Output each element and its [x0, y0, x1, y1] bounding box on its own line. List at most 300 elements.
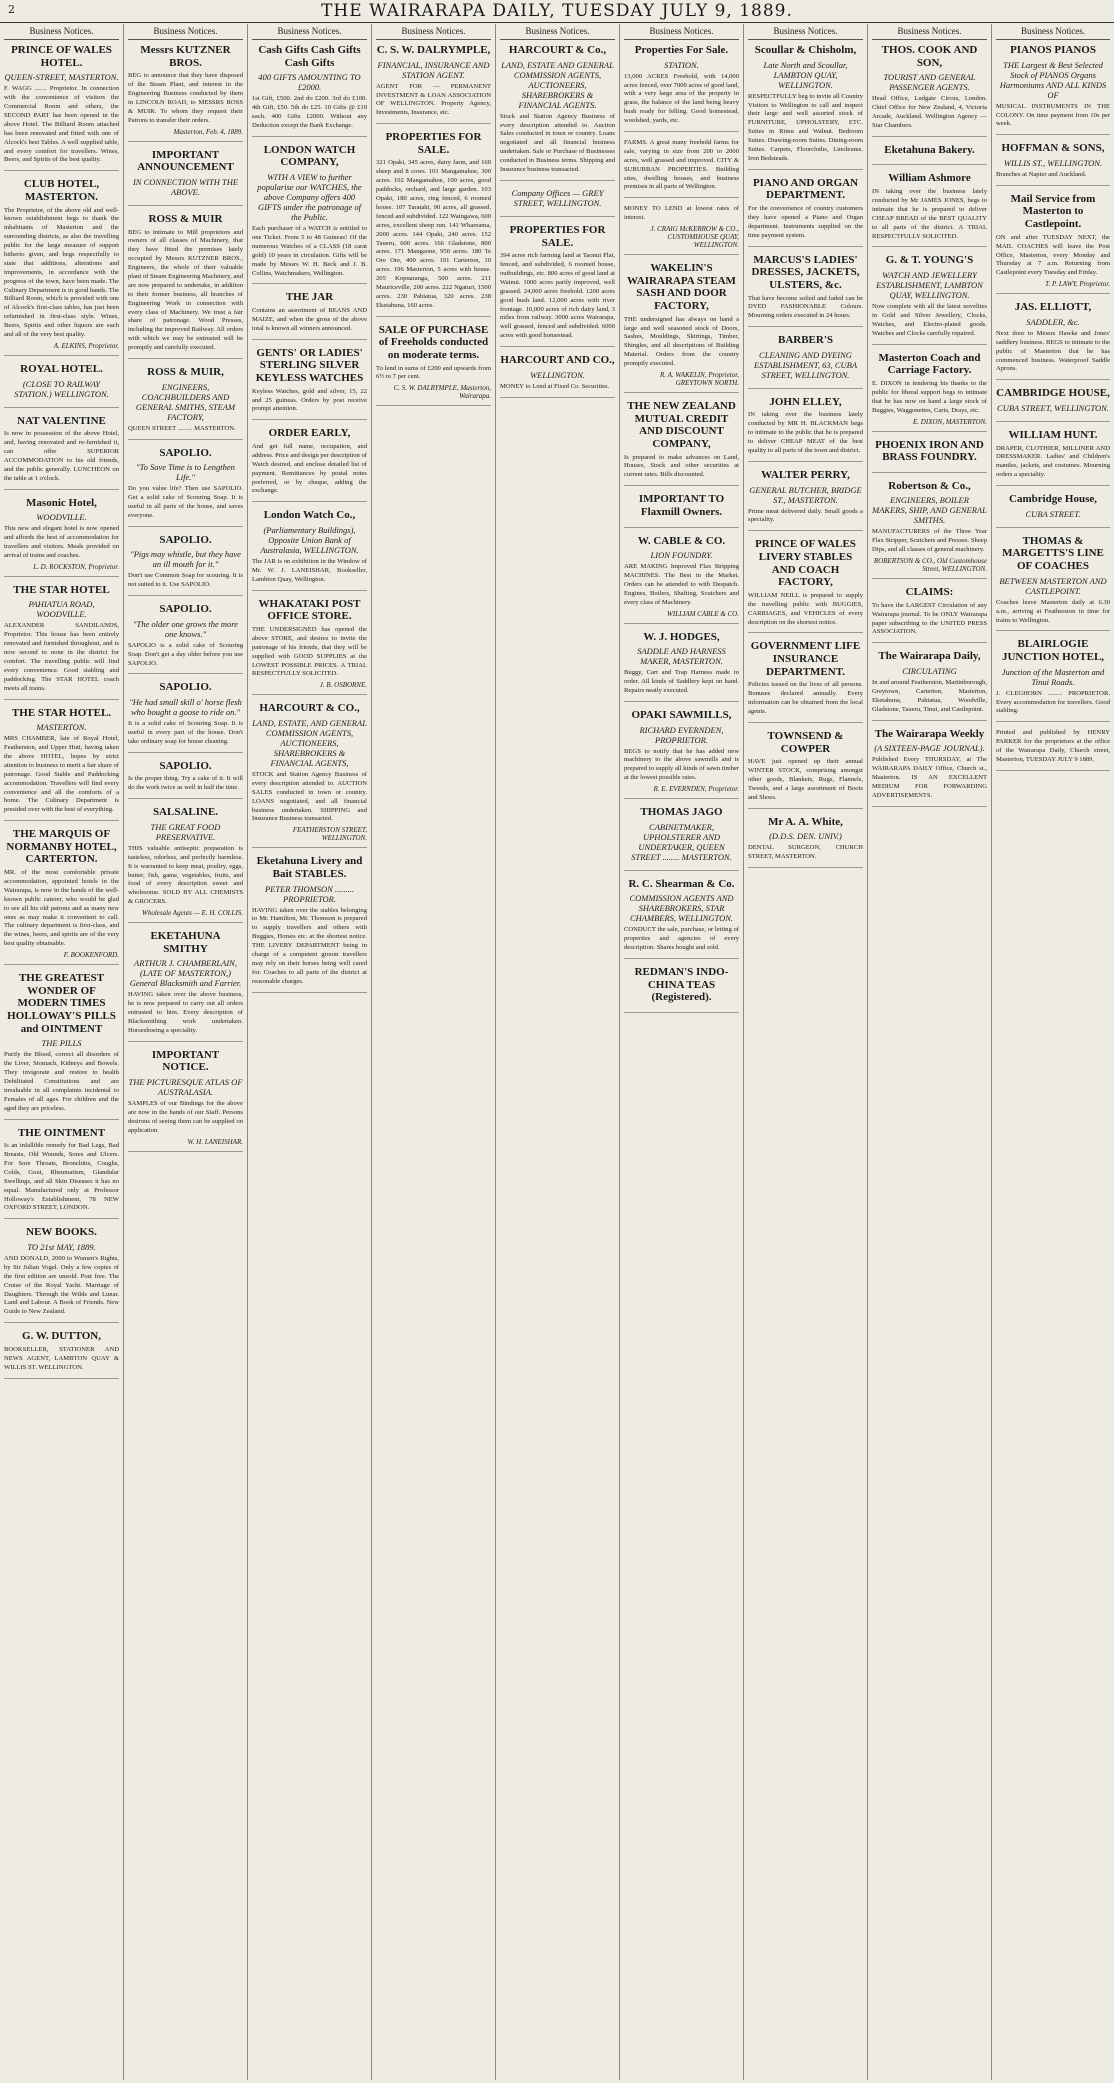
- ad-heading: LONDON WATCH COMPANY,: [263, 143, 356, 169]
- ad-body: ALEXANDER SANDILANDS, Proprietor. This house has been entirely renovated and furnished throughout, and is now second to none in the district for comfort. The travelling public will find every convenience. Good stabling and paddocking. The STAR HOTEL coach meets all trains.: [4, 622, 119, 692]
- ad-body: THE UNDERSIGNED has opened the above STORE, and desires to invite the patronage of his friends, that they will be supplied with GOOD SUPPLIES at the LOWEST POSSIBLE PRICES. A TRIAL RESPECTFULLY SOLICITED.: [252, 625, 367, 678]
- advertisement: [500, 224, 615, 347]
- advertisement: [996, 729, 1110, 771]
- ad-heading: OPAKI SAWMILLS,: [631, 708, 732, 721]
- column-2: [124, 24, 248, 2080]
- advertisement: [4, 415, 119, 490]
- ad-body: E. DIXON in tendering his thanks to the public for liberal support begs to intimate that he has now on hand a large stock of Buggies, Waggonettes, Carts, Drays, etc.: [872, 379, 987, 414]
- advertisement: [996, 193, 1110, 294]
- ad-signature: T. P. LAWY, Proprietor.: [1045, 280, 1110, 289]
- ad-body: DRAPER, CLOTHIER, MILLINER AND DRESSMAKER. Ladies' and Children's mantles, jackets, and costumes. Mourning orders a speciality.: [996, 444, 1110, 479]
- ad-heading: PHOENIX IRON AND BRASS FOUNDRY.: [875, 438, 984, 464]
- column-header: Business Notices.: [996, 24, 1110, 40]
- ad-subheading: (A SIXTEEN-PAGE JOURNAL).: [874, 743, 985, 754]
- ad-heading: NAT VALENTINE: [17, 414, 106, 427]
- ad-heading: G. W. DUTTON,: [22, 1330, 101, 1343]
- ad-subheading: "To Save Time is to Lengthen Life.": [136, 462, 235, 483]
- ad-body: For the convenience of country customers they have opened a Piano and Organ department. Instruments supplied on the time payment system.: [748, 205, 863, 239]
- ad-subheading: WOODVILLE.: [36, 512, 87, 523]
- ad-body: IN taking over the business lately conducted by Mr JAMES JONES, begs to intimate that he is prepared to deliver CHEAP BREAD of the BEST QUALITY to all parts of the district. A TRIAL RESPECTFULLY SOLICITED.: [872, 188, 987, 240]
- column-8: [868, 24, 992, 2080]
- ad-body: Coaches leave Masterton daily at 6.30 a.m., arriving at Featherston in time for trains to Wellington.: [996, 598, 1110, 624]
- ad-body: Now complete with all the latest novelties in Gold and Silver Jewellery, Clocks, Watches, and Electro-plated goods. Watches and Clocks carefully repaired.: [872, 303, 987, 337]
- ad-heading: TOWNSEND & COWPER: [767, 729, 844, 755]
- ad-signature: ROBERTSON & CO., Old Customhouse Street, WELLINGTON.: [873, 557, 987, 574]
- column-header: Business Notices.: [500, 24, 615, 40]
- column-7: [744, 24, 868, 2080]
- advertisement: [4, 44, 119, 171]
- ad-subheading: CUBA STREET.: [1025, 508, 1081, 519]
- ad-heading: PIANOS PIANOS: [1010, 44, 1096, 56]
- ad-body: MUSICAL INSTRUMENTS IN THE COLONY. On time payment from 10s per week.: [996, 102, 1110, 128]
- ad-signature: Masterton, Feb. 4, 1889.: [173, 127, 243, 136]
- ad-subheading: TO 21st MAY, 1889.: [27, 1241, 96, 1252]
- advertisement: [624, 262, 739, 393]
- ad-subheading: PAHIATUA ROAD, WOODVILLE.: [28, 599, 95, 620]
- column-1: [0, 24, 124, 2080]
- ad-heading: MARCUS'S LADIES' DRESSES, JACKETS, ULSTERS, &c.: [751, 253, 860, 291]
- ad-heading: SAPOLIO.: [159, 603, 212, 616]
- advertisement: [624, 966, 739, 1013]
- ad-body: This new and elegant hotel is now opened and affords the best of accommodation for travellers and visitors. Meals provided on arrival of trains and coaches.: [4, 525, 119, 559]
- ad-signature: F. BOOKENFORD.: [63, 951, 119, 960]
- advertisement: [872, 728, 987, 807]
- ad-subheading: IN CONNECTION WITH THE ABOVE.: [132, 176, 239, 197]
- ad-heading: BLAIRLOGIE JUNCTION HOTEL,: [1001, 638, 1105, 664]
- ad-subheading: PETER THOMSON ......... PROPRIETOR.: [264, 883, 354, 904]
- advertisement: [872, 172, 987, 247]
- advertisement: [376, 44, 491, 124]
- advertisement: [252, 347, 367, 421]
- ad-heading: WALTER PERRY,: [761, 468, 850, 481]
- ad-signature: R. A. WAKELIN, Proprietor, GREYTOWN NORTH.: [659, 371, 739, 388]
- ad-body: Purify the Blood, correct all disorders of the Liver, Stomach, Kidneys and Bowels. They invigorate and restore to health Debilitated Constitutions and are invaluable in all complaints incidental to Females of all ages. For children and the aged they are priceless.: [4, 1051, 119, 1112]
- column-5: [496, 24, 620, 2080]
- advertisement: [996, 493, 1110, 528]
- advertisement: [128, 1049, 243, 1152]
- advertisement: [748, 469, 863, 531]
- advertisement: [500, 44, 615, 181]
- ad-signature: L. D. ROCKSTON, Proprietor.: [33, 562, 119, 571]
- ad-heading: Messrs KUTZNER BROS.: [140, 44, 231, 69]
- ad-subheading: MASTERTON.: [36, 722, 87, 733]
- ad-heading: SAPOLIO.: [159, 533, 212, 546]
- advertisement: [128, 149, 243, 206]
- ad-heading: SALSALINE.: [152, 806, 219, 819]
- ad-body: Next door to Messrs Hawke and Jones' saddlery business. BEGS to intimate to the public of Masterton that he has commenced business. Waterproof Saddle Aprons.: [996, 329, 1110, 373]
- ad-body: SAMPLES of our Bindings for the above are now in the hands of our Staff. Persons desirous of seeing them can be supplied on application.: [128, 1100, 243, 1134]
- ad-body: 13,000 ACRES Freehold, with 14,000 acres fenced, over 7000 acres of good land, with a very large area of the property in grass, the balance of the land being heavy bush ready for felling. Good homestead, woolshed, yards, etc.: [624, 72, 739, 125]
- ad-body: MONEY TO LEND at lowest rates of interest.: [624, 205, 739, 222]
- advertisement: [624, 806, 739, 871]
- ad-heading: JOHN ELLEY,: [769, 395, 842, 408]
- ad-heading: THE STAR HOTEL: [13, 583, 110, 596]
- advertisement: [748, 640, 863, 722]
- ad-heading: SALE OF PURCHASE of Freeholds conducted on moderate terms.: [378, 323, 489, 361]
- ad-heading: NEW BOOKS.: [26, 1226, 97, 1239]
- ad-body: Keyless Watches, gold and silver, 15, 22 and 25 guineas. Orders by post receive prompt attention.: [252, 387, 367, 413]
- advertisement: [252, 855, 367, 992]
- ad-subheading: CUBA STREET, WELLINGTON.: [997, 402, 1109, 413]
- ad-body: HAVING taken over the above business, he is now prepared to carry out all orders entrusted to him. Every description of Blacksmithing work undertaken. Horseshoeing a speciality.: [128, 991, 243, 1034]
- advertisement: [128, 213, 243, 359]
- ad-subheading: WATCH AND JEWELLERY ESTABLISHMENT, LAMBTON QUAY, WELLINGTON.: [876, 270, 983, 301]
- ad-subheading: Late North and Scoullar, LAMBTON QUAY, WELLINGTON.: [763, 59, 848, 90]
- advertisement: [748, 730, 863, 809]
- ad-heading: IMPORTANT TO Flaxmill Owners.: [638, 493, 725, 518]
- ad-subheading: (Parliamentary Buildings), Opposite Union Bank of Australasia, WELLINGTON.: [260, 525, 359, 555]
- advertisement: [624, 493, 739, 527]
- ad-heading: JAS. ELLIOTT,: [1014, 301, 1092, 314]
- ad-body: FARMS. A great many freehold farms for sale, varying in size from 200 to 2000 acres, well grassed and improved. CITY & SUBURBAN PROPERTIES. Building sites, dwelling houses, and business premises in all parts of Wellington.: [624, 138, 739, 191]
- column-header: Business Notices.: [872, 24, 987, 40]
- advertisement: [252, 291, 367, 339]
- advertisement: [252, 598, 367, 696]
- ad-heading: THE MARQUIS OF NORMANBY HOTEL, CARTERTON.: [6, 828, 117, 866]
- advertisement: [872, 254, 987, 344]
- ad-heading: W. J. HODGES,: [643, 630, 720, 643]
- advertisement: [872, 480, 987, 579]
- masthead: [0, 0, 1114, 23]
- ad-heading: ROYAL HOTEL.: [20, 362, 103, 375]
- advertisement: [624, 400, 739, 486]
- ad-heading: Scoullar & Chisholm,: [754, 44, 857, 56]
- ad-heading: GENTS' OR LADIES' STERLING SILVER KEYLESS WATCHES: [255, 346, 364, 385]
- ad-subheading: CLEANING AND DYEING ESTABLISHMENT, 63, CUBA STREET, WELLINGTON.: [753, 349, 858, 380]
- ad-body: 321 Opaki, 345 acres, dairy farm, and 160 sheep and 8 cows. 101 Mangamahoe, 300 acres. 102 Mangamahoe, 100 acres, good paddocks, orchard, and large garden. 103 Opaki, 180 acres, ring fenced, 6 roomed house. 107 Taratahi, 90 acres, all grassed, fenced and subdivided. 122 Waingawa, 600 acres, excellent sheep run. 141 Whareama, 2000 acres. 144 Opaki, 240 acres. 152 Taueru, 600 acres. 166 Gladstone, 800 acres. 171 Mangaone, 950 acres. 180 Te Ore Ore, 400 acres. 191 Carterton, 10 acres. 196 Masterton, 5 acres with house. 205 Kopuaranga, 500 acres. 211 Mauriceville, 200 acres. 222 Ngaturi, 1500 acres. 230 Pahiatua, 320 acres. 238 Eketahuna, 160 acres.: [376, 159, 491, 309]
- advertisement: [252, 427, 367, 502]
- ad-heading: IMPORTANT ANNOUNCEMENT: [137, 148, 234, 174]
- ad-body: RESPECTFULLY beg to invite all Country Visitors to Wellington to call and inspect their large and well assorted stock of FURNITURE, UPHOLSTERY, ETC. Suites in Rimu and Walnut. Bedroom Suites. Drawing-room Suites. Dining-room Suites. Carpets, Floorcloths, Linoleums. Iron Bedsteads.: [748, 92, 863, 162]
- ad-subheading: ARTHUR J. CHAMBERLAIN, (LATE OF MASTERTON,) General Blacksmith and Farrier.: [129, 958, 242, 989]
- advertisement: [252, 144, 367, 285]
- ad-heading: Eketahuna Livery and Bait STABLES.: [256, 855, 363, 880]
- ad-body: The JAR is on exhibition in the Window of Mr. W. J. LANEISHAR, Bookseller, Lambton Quay, Wellington.: [252, 558, 367, 583]
- ad-columns: [0, 24, 1114, 2080]
- column-header: Business Notices.: [128, 24, 243, 40]
- advertisement: [872, 44, 987, 137]
- ad-signature: WILLIAM CABLE & CO.: [667, 609, 739, 618]
- ad-heading: PIANO AND ORGAN DEPARTMENT.: [752, 176, 859, 202]
- advertisement: [624, 535, 739, 624]
- advertisement: [4, 1226, 119, 1323]
- ad-subheading: "He had small skill o' horse flesh who bought a goose to ride on.": [129, 697, 242, 718]
- advertisement: [624, 44, 739, 132]
- advertisement: [748, 396, 863, 462]
- ad-subheading: LION FOUNDRY.: [650, 550, 713, 561]
- ad-body: THIS valuable antiseptic preparation is tasteless, odorless, and perfectly harmless. It is warranted to keep meat, poultry, eggs, butter, fish, game, vegetables, fruits, and food of every description sweet and wholesome. SOLD BY ALL CHEMISTS & GROCERS.: [128, 844, 243, 906]
- ad-subheading: "The older one grows the more one knows.": [132, 618, 239, 639]
- ad-subheading: (D.D.S. DEN. UNIV.): [769, 831, 842, 842]
- advertisement: [4, 1127, 119, 1220]
- ad-heading: PRINCE OF WALES LIVERY STABLES AND COACH FACTORY,: [755, 538, 856, 589]
- ad-heading: HARCOURT AND CO.,: [500, 354, 615, 367]
- advertisement: [996, 301, 1110, 380]
- ad-heading: William Ashmore: [888, 172, 971, 185]
- advertisement: [252, 702, 367, 848]
- advertisement: [128, 447, 243, 527]
- ad-body: To lend in sums of £200 and upwards from 6½ to 7 per cent.: [376, 364, 491, 381]
- advertisement: [624, 878, 739, 959]
- ad-body: 1st Gift, £500. 2nd do £200. 3rd do £100. 4th Gift, £50. 5th do £25. 10 Gifts @ £10 each. 400 Gifts £2000. Without any Deduction except the Bank Exchange.: [252, 95, 367, 129]
- advertisement: [376, 131, 491, 316]
- advertisement: [996, 535, 1110, 632]
- ad-body: J. CLEGHORN ......... PROPRIETOR. Every accommodation for travellers. Good stabling.: [996, 689, 1110, 715]
- ad-body: Head Office, Ludgate Circus, London. Chief Office for New Zealand, 4, Victoria Arcade, Auckland. Wellington Agency — Star Chambers.: [872, 95, 987, 129]
- ad-subheading: BETWEEN MASTERTON AND CASTLEPOINT.: [999, 575, 1107, 596]
- ad-heading: THE NEW ZEALAND MUTUAL CREDIT AND DISCOUNT COMPANY,: [627, 400, 736, 450]
- advertisement: [748, 254, 863, 328]
- ad-body: MANUFACTURERS of the Three Year Flax Stripper, Scutchers and Presses. Sheep Dips, and all classes of general machinery.: [872, 528, 987, 554]
- ad-signature: R. E. EVERNDEN, Proprietor.: [653, 785, 739, 794]
- ad-heading: GOVERNMENT LIFE INSURANCE DEPARTMENT.: [750, 640, 861, 678]
- ad-signature: C. S. W. DALRYMPLE, Masterton, Wairarapa.: [393, 384, 491, 401]
- column-6: [620, 24, 744, 2080]
- ad-body: 394 acres rich farming land at Taonui Flat, fenced, and subdivided, 6 roomed house, outbuildings, etc. 800 acres of good land at Wainui. 1000 acres partly improved, well grassed. 24,000 acres freehold. 1200 acres good bush land. 12,000 acres with river frontage. 10,000 acres of rich dairy land, 3 miles from railway. 3000 acres Wairarapa, well grassed, fenced and subdivided. 6000 acres with good homestead.: [500, 252, 615, 340]
- advertisement: [128, 760, 243, 799]
- ad-heading: Masonic Hotel,: [26, 496, 97, 509]
- ad-heading: THE OINTMENT: [17, 1126, 106, 1139]
- ad-heading: CLAIMS:: [905, 586, 954, 599]
- ad-body: Policies issued on the lives of all persons. Bonuses declared annually. Every information can be obtained from the local agents.: [748, 681, 863, 716]
- column-9: [992, 24, 1114, 2080]
- ad-signature: J. CRAIG McKERROW & CO., CUSTOMHOUSE QUAY, WELLINGTON.: [650, 225, 739, 250]
- ad-body: In and around Featherston, Martinborough, Greytown, Carterton, Masterton, Eketahuna, Pahiatua, Woodville, Gladstone, Taueru, Tinui, and Castlepoint.: [872, 678, 987, 713]
- ad-heading: ORDER EARLY,: [268, 427, 351, 440]
- ad-heading: IMPORTANT NOTICE.: [151, 1048, 220, 1074]
- ad-body: STOCK and Station Agency Business of every description attended to. AUCTION SALES conducted in town or country. LOANS negotiated, and all financial business undertaken. SHIPPING and Insurance Business transacted.: [252, 770, 367, 823]
- ad-heading: WAKELIN'S WAIRARAPA STEAM SASH AND DOOR FACTORY,: [627, 262, 736, 313]
- ad-heading: Properties For Sale.: [634, 44, 729, 56]
- ad-heading: London Watch Co.,: [263, 509, 356, 522]
- ad-heading: Mr A. A. White,: [768, 815, 843, 828]
- ad-body: Prime meat delivered daily. Small goods a speciality.: [748, 507, 863, 524]
- advertisement: [128, 44, 243, 142]
- ad-body: WILLIAM NEILL is prepared to supply the travelling public with BUGGIES, CARRIAGES, and VEHICLES of every description on the shortest notice.: [748, 591, 863, 626]
- ad-subheading: THE GREAT FOOD PRESERVATIVE.: [150, 821, 221, 842]
- ad-subheading: THE PICTURESQUE ATLAS OF AUSTRALASIA.: [128, 1077, 243, 1098]
- ad-heading: The Wairarapa Weekly: [874, 727, 985, 740]
- ad-body: The Proprietor, of the above old and well-known establishment begs to thank the inhabitants of Masterton and the surrounding districts, as also the travelling public for the large measure of support hitherto given, and begs respectfully to state that additions, alterations and improvements, in accordance with the progress of the town, have been made. The Culinary Department is in good hands. The Billiard Room, which is provided with one of Alcock's first-class tables, has just been refurnished in first-class style. Wines, Beers, Spirits and other liquors are each and all of the very best quality.: [4, 206, 119, 339]
- advertisement: [872, 439, 987, 473]
- ad-body: It is a solid cake of Scouring Soap. It is useful in every part of the house. Don't take ordinary soap for house cleaning.: [128, 720, 243, 745]
- ad-body: Is an infallible remedy for Bad Legs, Bad Breasts, Old Wounds, Sores and Ulcers. For Sore Throats, Bronchitis, Coughs, Colds, Gout, Rheumatism, Glandular Swellings, and all Skin Diseases it has no equal. Manufactured only at Professor Holloway's Establishment, 78 NEW OXFORD STREET, LONDON.: [4, 1142, 119, 1212]
- ad-heading: CLUB HOTEL, MASTERTON.: [23, 178, 100, 203]
- ad-subheading: CABINETMAKER, UPHOLSTERER AND UNDERTAKER, QUEEN STREET ........ MASTERTON.: [631, 821, 732, 862]
- ad-heading: HOFFMAN & SONS,: [1001, 142, 1105, 155]
- ad-heading: PROPERTIES FOR SALE.: [509, 223, 606, 249]
- ad-signature: A. ELKINS, Proprietor.: [53, 341, 119, 350]
- column-header: Business Notices.: [252, 24, 367, 40]
- advertisement: [376, 324, 491, 407]
- advertisement: [128, 681, 243, 752]
- ad-subheading: QUEEN-STREET, MASTERTON.: [4, 72, 119, 83]
- ad-body: THE undersigned has always on hand a large and well seasoned stock of Doors, Sashes, Mouldings, Skirtings, Timber, Shingles, and all descriptions of Building Material. Orders from the country promptly executed.: [624, 315, 739, 368]
- ad-heading: Cambridge House,: [1009, 493, 1097, 506]
- ad-body: SAPOLIO is a solid cake of Scouring Soap. Don't get a day older before you use SAPOLIO.: [128, 641, 243, 667]
- ad-heading: BARBER'S: [777, 334, 834, 347]
- page-number: 2: [8, 3, 15, 16]
- ad-body: MRS CHAMBER, late of Royal Hotel, Featherston, and Upper Hutt, having taken the above HOTEL, hopes by strict attention to business to merit a fair share of patronage. Good Stable and Paddocking accommodation. Travellers will find every convenience and all the comforts of a home. The Culinary Department is presided over with the best of everything.: [4, 735, 119, 814]
- ad-heading: Cash Gifts Cash Gifts Cash Gifts: [258, 44, 361, 69]
- ad-subheading: THE PILLS: [41, 1038, 82, 1049]
- advertisement: [128, 534, 243, 596]
- advertisement: [4, 363, 119, 408]
- ad-heading: SAPOLIO.: [159, 681, 212, 694]
- ad-subheading: LAND, ESTATE, AND GENERAL COMMISSION AGENTS, AUCTIONEERS, SHAREBROKERS & FINANCIAL AGENTS,: [252, 717, 367, 768]
- advertisement: [500, 188, 615, 217]
- ad-subheading: ENGINEERS, BOILER MAKERS, SHIP, AND GENERAL SMITHS.: [872, 495, 987, 526]
- ad-body: Printed and published by HENRY PARKER for the proprietors at the office of the Wairarapa Daily, Church street, Masterton, TUESDAY JULY 9 1889.: [996, 729, 1110, 764]
- ad-body: ON and after TUESDAY NEXT, the MAIL COACHES will leave the Post Office, Masterton, every Monday and Thursday at 7 a.m. Returning from Castlepoint every Tuesday and Friday.: [996, 233, 1110, 277]
- ad-heading: THOMAS JAGO: [640, 806, 723, 819]
- column-header: Business Notices.: [4, 24, 119, 40]
- ad-body: Stock and Station Agency Business of every description attended to. Auction Sales conducted in town or country. Loans negotiated and all financial business undertaken. Sale or Purchase of Businesses conducted in Business terms. Shipping and Insurance business transacted.: [500, 112, 615, 173]
- ad-subheading: RICHARD EVERNDEN, PROPRIETOR.: [639, 724, 724, 745]
- ad-heading: THE JAR: [285, 291, 334, 304]
- ad-body: HAVING taken over the stables belonging to Mr. Hamilton, Mr. Thomson is prepared to supply travellers and others with Buggies, Horses etc. at the shortest notice. THE LIVERY DEPARTMENT being in charge of a competent groom travellers may rely on their horses being well cared for. Coaches to all parts of the district at reasonable charges.: [252, 906, 367, 985]
- advertisement: [872, 352, 987, 432]
- advertisement: [996, 387, 1110, 422]
- ad-subheading: Company Offices — GREY STREET, WELLINGTON.: [511, 187, 604, 208]
- advertisement: [624, 631, 739, 702]
- ad-subheading: COMMISSION AGENTS AND SHAREBROKERS, STAR CHAMBERS, WELLINGTON.: [629, 893, 734, 924]
- ad-body: BEGS to notify that he has added new machinery to the above sawmills and is prepared to supply all kinds of sawn timber at the lowest possible rates.: [624, 747, 739, 782]
- advertisement: [748, 816, 863, 868]
- ad-subheading: FINANCIAL, INSURANCE AND STATION AGENT.: [377, 59, 490, 80]
- column-header: Business Notices.: [624, 24, 739, 40]
- advertisement: [4, 707, 119, 822]
- ad-body: BEG to announce that they have disposed of the Steam Plant, and interest in the Engineering Business conducted by them in LINCOLN ROAD, to MESSRS ROSS & MUIR. To whom they request their Patrons to transfer their orders.: [128, 72, 243, 124]
- advertisement: [996, 429, 1110, 486]
- ad-heading: C. S. W. DALRYMPLE,: [376, 44, 491, 56]
- ad-body: BEG to intimate to Mill proprietors and owners of all classes of Machinery, that they have fitted the premises lately occupied by Messrs KUTZNER BROS., Engineers, the whole of their valuable plant of Steam Engineering Machinery, and are now prepared to undertake, in addition to their former business, all branches of Engineering Work in connection with every class of Machinery. We trust a fair share of patronage. Wood Presses, including the improved Railway. All orders with which we may be entrusted will be promptly and carefully executed.: [128, 228, 243, 352]
- advertisement: [4, 972, 119, 1119]
- advertisement: [748, 44, 863, 170]
- advertisement: [4, 178, 119, 356]
- ad-body: AND DONALD, 2000 to Women's Rights, by Sir Julian Vogel. Only a few copies of the first edition are unsold. Post free. The Cruise of the Royal Yacht. Marriage of Daughters. Through the Wilds and Lunar. Land and Labour. A Book of Friends. New Guide to New Zealand.: [4, 1254, 119, 1316]
- advertisement: [996, 142, 1110, 186]
- advertisement: [128, 806, 243, 923]
- advertisement: [748, 177, 863, 247]
- advertisement: [128, 366, 243, 440]
- ad-subheading: Junction of the Masterton and Tinui Roads.: [1001, 666, 1105, 687]
- advertisement: [748, 334, 863, 389]
- ad-heading: THOMAS & MARGETTS'S LINE OF COACHES: [1002, 534, 1104, 573]
- ad-subheading: STATION.: [664, 59, 699, 70]
- ad-body: MR. of the most comfortable private accommodation, appointed hotels in the Wairarapa, is now in the hands of the well-known public caterer, who would be glad to see all his old patrons and as many new ones as may make it convenient to call. The culinary department is first-class, and the wines, beers, and spirits are of the very best quality obtainable.: [4, 869, 119, 948]
- ad-body: HAVE just opened up their annual WINTER STOCK, comprising amongst other goods, Blankets, Rugs, Flannels, Tweeds, and a large assortment of Boots and Shoes.: [748, 758, 863, 801]
- ad-signature: E. DIXON, MASTERTON.: [913, 417, 987, 426]
- advertisement: [4, 1330, 119, 1378]
- ad-signature: J. B. OSBORNE.: [319, 681, 367, 690]
- ad-subheading: TOURIST AND GENERAL PASSENGER AGENTS.: [883, 72, 976, 93]
- advertisement: [4, 584, 119, 700]
- advertisement: [624, 709, 739, 799]
- ad-heading: THE STAR HOTEL.: [11, 706, 112, 719]
- ad-heading: THOS. COOK AND SON,: [881, 44, 978, 69]
- ad-body: Do you value life? Then use SAPOLIO. Get a solid cake of Scouring Soap. It is useful in all parts of the house, and saves everyone.: [128, 485, 243, 519]
- ad-heading: The Wairarapa Daily,: [878, 650, 981, 663]
- ad-heading: ROSS & MUIR,: [147, 366, 224, 379]
- advertisement: [500, 354, 615, 398]
- ad-subheading: SADDLE AND HARNESS MAKER, MASTERTON.: [637, 646, 726, 667]
- advertisement: [996, 44, 1110, 135]
- ad-body: Each purchaser of a WATCH is entitled to one Ticket. From 5 to 48 Guineas! Of the numerous Watches of a CLASS (18 carat gold) 10 years in circulation. Gifts will be made by Messrs W. H. Beck and J. B. Collins, Watchmakers, Wellington.: [252, 225, 367, 277]
- ad-heading: CAMBRIDGE HOUSE,: [996, 387, 1110, 400]
- advertisement: [624, 205, 739, 255]
- ad-heading: R. C. Shearman & Co.: [628, 877, 735, 890]
- ad-signature: Wholesale Agents — E. H. COLLIS.: [142, 909, 243, 918]
- ad-heading: PRINCE OF WALES HOTEL.: [11, 44, 112, 69]
- advertisement: [252, 509, 367, 590]
- newspaper-title: THE WAIRARAPA DAILY, TUESDAY JULY 9, 1889.: [321, 1, 793, 21]
- ad-body: Is prepared to make advances on Land, Houses, Stock and other securities at current rates. Bills discounted.: [624, 453, 739, 479]
- ad-body: Published Every THURSDAY, at The WAIRARAPA DAILY Office, Church st., Masterton. IS AN EXCELLENT MEDIUM FOR FORWARDING ADVERTISEMENTS.: [872, 756, 987, 799]
- ad-heading: PROPERTIES FOR SALE.: [385, 131, 482, 156]
- advertisement: [872, 586, 987, 643]
- ad-body: BOOKSELLER, STATIONER AND NEWS AGENT, LAMBTON QUAY & WILLIS ST. WELLINGTON.: [4, 1345, 119, 1371]
- ad-subheading: LAND, ESTATE AND GENERAL COMMISSION AGENTS, AUCTIONEERS, SHAREBROKERS & FINANCIAL AGENTS.: [501, 59, 614, 110]
- ad-heading: G. & T. YOUNG'S: [885, 254, 974, 267]
- ad-body: IN taking over the business lately conducted by MR H. BLACKMAN begs to intimate to the public that he is prepared to deliver CHEAP MEAT of the best quality to all parts of the town and district.: [748, 411, 863, 455]
- ad-subheading: WELLINGTON.: [530, 369, 585, 380]
- ad-body: And get full name, occupation, and address. Price and design per description of Watch desired, and enclose detailed list of payment. Remittances by postal notes preferred, or by cheque, adding the exchange.: [252, 443, 367, 495]
- ad-heading: Robertson & Co.,: [888, 479, 971, 492]
- ad-subheading: (CLOSE TO RAILWAY STATION.) WELLINGTON.: [14, 378, 109, 399]
- ad-signature: W. H. LANEISHAR.: [187, 1137, 243, 1146]
- ad-subheading: WILLIS ST., WELLINGTON.: [1003, 157, 1103, 168]
- ad-subheading: ENGINEERS, COACHBUILDERS AND GENERAL SMITHS, STEAM FACTORY,: [135, 381, 236, 422]
- ad-heading: Masterton Coach and Carriage Factory.: [878, 351, 981, 377]
- advertisement: [624, 139, 739, 198]
- column-4: [372, 24, 496, 2080]
- ad-heading: Mail Service from Masterton to Castlepoint.: [1010, 192, 1096, 231]
- ad-subheading: THE Largest & Best Selected Stock of PIANOS Organs Harmoniums AND ALL KINDS OF: [999, 59, 1107, 100]
- ad-body: QUEEN STREET ......... MASTERTON.: [128, 424, 236, 432]
- ad-heading: THE GREATEST WONDER OF MODERN TIMES HOLLOWAY'S PILLS and OINTMENT: [7, 972, 116, 1035]
- ad-heading: REDMAN'S INDO-CHINA TEAS (Registered).: [634, 966, 729, 1004]
- advertisement: [252, 44, 367, 137]
- ad-body: Is now in possession of the above Hotel, and, having renovated and re-furnished it, can offer SUPERIOR ACCOMMODATION to his old friends, and the public generally. LUNCHEON on the table at 1 o'clock.: [4, 430, 119, 482]
- ad-body: That have become soiled and faded can be DYED FASHIONABLE Colours. Mourning orders executed in 24 hours.: [748, 294, 863, 320]
- ad-subheading: SADDLER, &c.: [1026, 316, 1080, 327]
- ad-body: Is the proper thing. Try a cake of it. It will do the work twice as well in half the time.: [128, 775, 243, 792]
- advertisement: [872, 144, 987, 166]
- ad-body: MONEY to Lend at Fixed Co. Securities.: [500, 382, 610, 390]
- ad-heading: ROSS & MUIR: [148, 212, 223, 225]
- ad-body: Don't use Common Soap for scouring. It is not suited to it. Use SAPOLIO.: [128, 572, 243, 589]
- ad-body: F. WAGG ....... Proprietor. In connection with the convenience of visitors the Commercial Room and others, the SECOND PART has been opened in the above Hotel. The Billiard Room attached has been renovated and fitted with one of Alcock's best Tables. A well supplied table, and every comfort for travellers. Wines, Beers, and Spirits of the best quality.: [4, 85, 119, 164]
- ad-body: CONDUCT the sale, purchase, or letting of properties and agencies of every description. Shares bought and sold.: [624, 926, 739, 952]
- ad-body: ARE MAKING Improved Flax Stripping MACHINES. The Best in the Market. Orders can be attended to with Despatch. Engines, Boilers, Shafting, Scutchers and every class of Machinery.: [624, 563, 739, 606]
- advertisement: [128, 930, 243, 1042]
- ad-subheading: CIRCULATING: [902, 665, 957, 676]
- ad-subheading: GENERAL BUTCHER, BRIDGE ST., MASTERTON.: [749, 484, 862, 505]
- ad-heading: SAPOLIO.: [159, 446, 212, 459]
- ad-body: Buggy, Cart and Trap Harness made to order. All kinds of Saddlery kept on hand. Repairs neatly executed.: [624, 669, 739, 695]
- ad-heading: HARCOURT & Co.,: [508, 44, 607, 56]
- advertisement: [4, 828, 119, 965]
- ad-heading: HARCOURT & CO.,: [259, 702, 360, 715]
- ad-heading: SAPOLIO.: [159, 759, 212, 772]
- ad-heading: WILLIAM HUNT.: [1008, 428, 1098, 441]
- ad-subheading: 400 GIFTS AMOUNTING TO £2000.: [258, 72, 361, 93]
- ad-body: AGENT FOR — PERMANENT INVESTMENT & LOAN ASSOCIATION OF WELLINGTON. Property Agency, Investments, Insurance, etc.: [376, 82, 491, 117]
- column-header: Business Notices.: [748, 24, 863, 40]
- ad-body: To have the LARGEST Circulation of any Wairarapa journal. To be ONLY Wairarapa paper subscribing to the UNITED PRESS ASSOCIATION.: [872, 601, 987, 636]
- advertisement: [872, 650, 987, 720]
